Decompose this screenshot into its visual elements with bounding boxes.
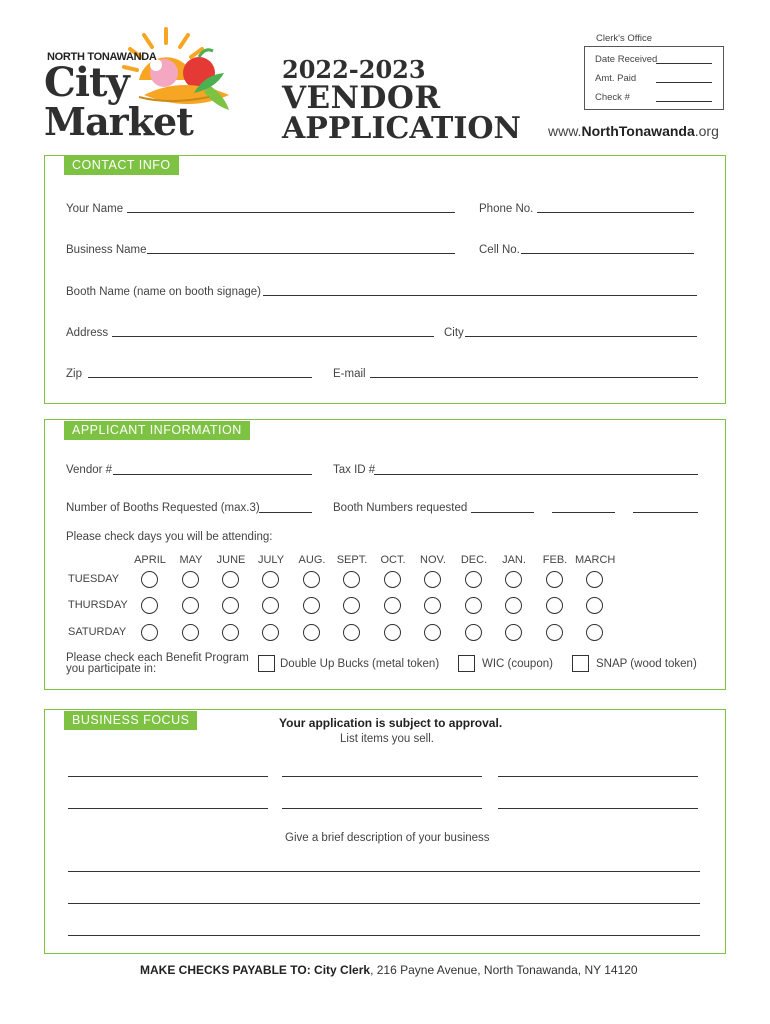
item-field-6[interactable] [498,808,698,809]
contact-info-panel [44,155,726,404]
month-oct: OCT. [380,554,406,566]
list-items-label: List items you sell. [340,733,434,745]
month-nov: NOV. [420,554,446,566]
day-circle-saturday-dec[interactable] [465,624,482,641]
day-circle-thursday-may[interactable] [182,597,199,614]
check-days-label: Please check days you will be attending: [66,531,273,543]
day-circle-thursday-sept[interactable] [343,597,360,614]
month-june: JUNE [216,554,246,566]
footer-payable-bold: MAKE CHECKS PAYABLE TO: City Clerk [140,963,371,977]
snap-label: SNAP (wood token) [596,658,697,670]
day-circle-thursday-july[interactable] [262,597,279,614]
website-link[interactable] [548,123,719,139]
day-circle-saturday-july[interactable] [262,624,279,641]
day-circle-saturday-march[interactable] [586,624,603,641]
your-name-field[interactable] [127,212,455,213]
month-march: MARCH [575,554,616,566]
clerk-check-label: Check # [595,92,630,103]
day-circle-tuesday-sept[interactable] [343,571,360,588]
email-field[interactable] [370,377,698,378]
day-circle-tuesday-aug[interactable] [303,571,320,588]
booths-requested-field[interactable] [259,512,312,513]
email-label: E-mail [333,368,366,380]
business-name-label: Business Name [66,244,147,256]
item-field-1[interactable] [68,776,268,777]
day-circle-tuesday-nov[interactable] [424,571,441,588]
day-circle-thursday-oct[interactable] [384,597,401,614]
logo-market: Market [44,99,193,144]
logo-north-tonawanda: NORTH TONAWANDA [47,51,157,63]
day-thursday: THURSDAY [68,599,128,611]
city-field[interactable] [465,336,697,337]
description-line-1[interactable] [68,871,700,872]
approval-notice: Your application is subject to approval. [279,716,503,730]
day-circle-thursday-april[interactable] [141,597,158,614]
month-july: JULY [257,554,285,566]
day-circle-tuesday-oct[interactable] [384,571,401,588]
cell-field[interactable] [521,253,694,254]
day-circle-saturday-nov[interactable] [424,624,441,641]
clerk-amt-paid-label: Amt. Paid [595,73,637,84]
benefit-label-line2: you participate in: [66,663,157,675]
clerk-date-received-label: Date Received [595,54,658,65]
month-april: APRIL [134,554,166,566]
day-tuesday: TUESDAY [68,573,120,585]
tax-id-field[interactable] [374,474,698,475]
benefit-label-line1: Please check each Benefit Program [66,652,249,664]
day-circle-thursday-dec[interactable] [465,597,482,614]
day-circle-saturday-oct[interactable] [384,624,401,641]
city-label: City [444,327,464,339]
day-circle-tuesday-june[interactable] [222,571,239,588]
business-name-field[interactable] [147,253,455,254]
booth-number-field-3[interactable] [633,512,698,513]
zip-label: Zip [66,368,82,380]
cell-label: Cell No. [479,244,520,256]
day-circle-saturday-feb[interactable] [546,624,563,641]
booth-number-field-2[interactable] [552,512,615,513]
applicant-info-tag: APPLICANT INFORMATION [64,421,250,440]
day-circle-tuesday-dec[interactable] [465,571,482,588]
description-label: Give a brief description of your business [285,832,490,844]
vendor-number-label: Vendor # [66,464,113,476]
day-circle-saturday-aug[interactable] [303,624,320,641]
day-circle-thursday-march[interactable] [586,597,603,614]
day-circle-thursday-jan[interactable] [505,597,522,614]
day-circle-tuesday-march[interactable] [586,571,603,588]
booth-numbers-label: Booth Numbers requested [333,502,468,514]
day-circle-tuesday-april[interactable] [141,571,158,588]
snap-checkbox[interactable] [572,655,589,672]
application-year: 2022-2023 [282,55,426,84]
address-field[interactable] [112,336,434,337]
contact-info-tag: CONTACT INFO [64,156,179,175]
phone-label: Phone No. [479,203,534,215]
day-circle-thursday-june[interactable] [222,597,239,614]
day-circle-tuesday-may[interactable] [182,571,199,588]
booth-name-label: Booth Name (name on booth signage) [66,286,261,298]
website-prefix: www. [548,123,582,139]
your-name-label: Your Name [66,203,124,215]
title-vendor: VENDOR [282,80,441,116]
day-circle-tuesday-jan[interactable] [505,571,522,588]
website-bold: NorthTonawanda [581,123,695,139]
month-may: MAY [179,554,203,566]
zip-field[interactable] [88,377,312,378]
address-label: Address [66,327,109,339]
phone-field[interactable] [537,212,694,213]
clerk-date-received-line[interactable] [656,63,712,64]
day-circle-saturday-sept[interactable] [343,624,360,641]
website-suffix: .org [694,123,719,139]
business-focus-tag: BUSINESS FOCUS [64,711,197,730]
day-circle-thursday-feb[interactable] [546,597,563,614]
booth-name-field[interactable] [263,295,697,296]
month-sept: SEPT. [336,554,368,566]
day-circle-saturday-april[interactable] [141,624,158,641]
clerk-amt-paid-line[interactable] [656,82,712,83]
day-circle-saturday-june[interactable] [222,624,239,641]
description-line-2[interactable] [68,903,700,904]
tax-id-label: Tax ID # [333,464,376,476]
logo-city: City [44,59,129,106]
description-line-3[interactable] [68,935,700,936]
title-application: APPLICATION [282,111,521,146]
day-circle-tuesday-july[interactable] [262,571,279,588]
footer-payment-note [140,963,638,977]
month-feb: FEB. [542,554,568,566]
item-field-2[interactable] [282,776,482,777]
day-circle-thursday-aug[interactable] [303,597,320,614]
booths-requested-label: Number of Booths Requested (max.3) [66,502,260,514]
month-aug: AUG. [298,554,326,566]
double-up-bucks-label: Double Up Bucks (metal token) [280,658,440,670]
day-circle-saturday-jan[interactable] [505,624,522,641]
clerk-office-title: Clerk's Office [596,33,653,44]
vendor-number-field[interactable] [113,474,312,475]
day-circle-thursday-nov[interactable] [424,597,441,614]
month-dec: DEC. [460,554,488,566]
double-up-bucks-checkbox[interactable] [258,655,275,672]
item-field-3[interactable] [498,776,698,777]
booth-number-field-1[interactable] [471,512,534,513]
day-circle-tuesday-feb[interactable] [546,571,563,588]
day-circle-saturday-may[interactable] [182,624,199,641]
wic-checkbox[interactable] [458,655,475,672]
wic-label: WIC (coupon) [482,658,553,670]
item-field-5[interactable] [282,808,482,809]
day-saturday: SATURDAY [68,626,127,638]
clerk-check-line[interactable] [656,101,712,102]
item-field-4[interactable] [68,808,268,809]
month-jan: JAN. [502,554,526,566]
footer-address: , 216 Payne Avenue, North Tonawanda, NY 14120 [370,963,638,977]
